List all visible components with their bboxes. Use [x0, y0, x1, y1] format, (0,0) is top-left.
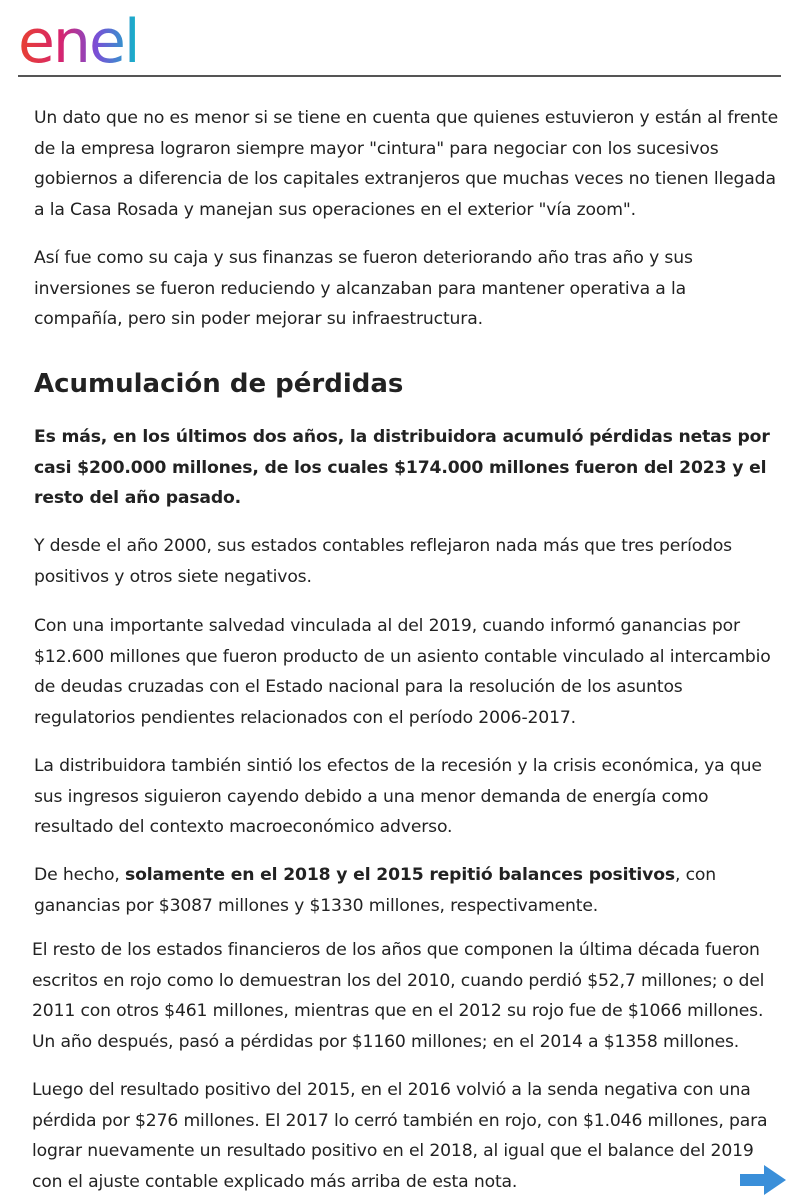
paragraph: Luego del resultado positivo del 2015, en el 2016 volvió a la senda negativa con una pérdida por $276 millones. El 2017 lo cerró también en rojo, con $1.046 millones, para lograr nuevamente un resultado positivo en el 2018, al igual que el balance del 2019 con el ajuste contable explicado más arriba de esta nota.	[32, 1080, 768, 1192]
paragraph-text: , con ganancias por $3087 millones y $1330 millones, respectivamente.	[34, 865, 716, 916]
site-header	[18, 0, 781, 77]
arrow-right-icon[interactable]	[738, 1163, 788, 1197]
paragraph: Con una importante salvedad vinculada al del 2019, cuando informó ganancias por $12.600 millones que fueron producto de un asiento contable vinculado al intercambio de deudas cruzadas con el Estado nacional para la resolución de los asuntos regulatorios pendientes relacionados con el período 2006-2017.	[34, 616, 771, 728]
lead-paragraph: Es más, en los últimos dos años, la distribuidora acumuló pérdidas netas por casi $200.000 millones, de los cuales $174.000 millones fueron del 2023 y el resto del año pasado.	[34, 427, 770, 508]
arrow-shape	[740, 1165, 786, 1195]
paragraph: Y desde el año 2000, sus estados contables reflejaron nada más que tres períodos positivos y otros siete negativos.	[34, 536, 732, 587]
paragraph: La distribuidora también sintió los efectos de la recesión y la crisis económica, ya que sus ingresos siguieron cayendo debido a una menor demanda de energía como resultado del contexto macroeconómico adverso.	[34, 756, 762, 837]
enel-logo[interactable]	[18, 8, 178, 68]
paragraph-text: De hecho,	[34, 865, 126, 885]
paragraph: El resto de los estados financieros de los años que componen la última década fueron escritos en rojo como lo demuestran los del 2010, cuando perdió $52,7 millones; o del 2011 con otros $461 millones, mientras que en el 2012 su rojo fue de $1066 millones. Un año después, pasó a pérdidas por $1160 millones; en el 2014 a $1358 millones.	[32, 940, 765, 1052]
paragraph	[34, 860, 779, 921]
section-heading: Acumulación de pérdidas	[34, 369, 404, 399]
paragraph: Un dato que no es menor si se tiene en cuenta que quienes estuvieron y están al frente de la empresa lograron siempre mayor "cintura" para negociar con los sucesivos gobiernos a diferencia de los capitales extranjeros que muchas veces no tienen llegada a la Casa Rosada y manejan sus operaciones en el exterior "vía zoom".	[34, 108, 779, 220]
paragraph: Así fue como su caja y sus finanzas se fueron deteriorando año tras año y sus inversiones se fueron reduciendo y alcanzaban para mantener operativa a la compañía, pero sin poder mejorar su infraestructura.	[34, 248, 693, 329]
svg-text:enel: enel	[18, 8, 139, 68]
highlight-text: solamente en el 2018 y el 2015 repitió balances positivos	[125, 865, 675, 885]
